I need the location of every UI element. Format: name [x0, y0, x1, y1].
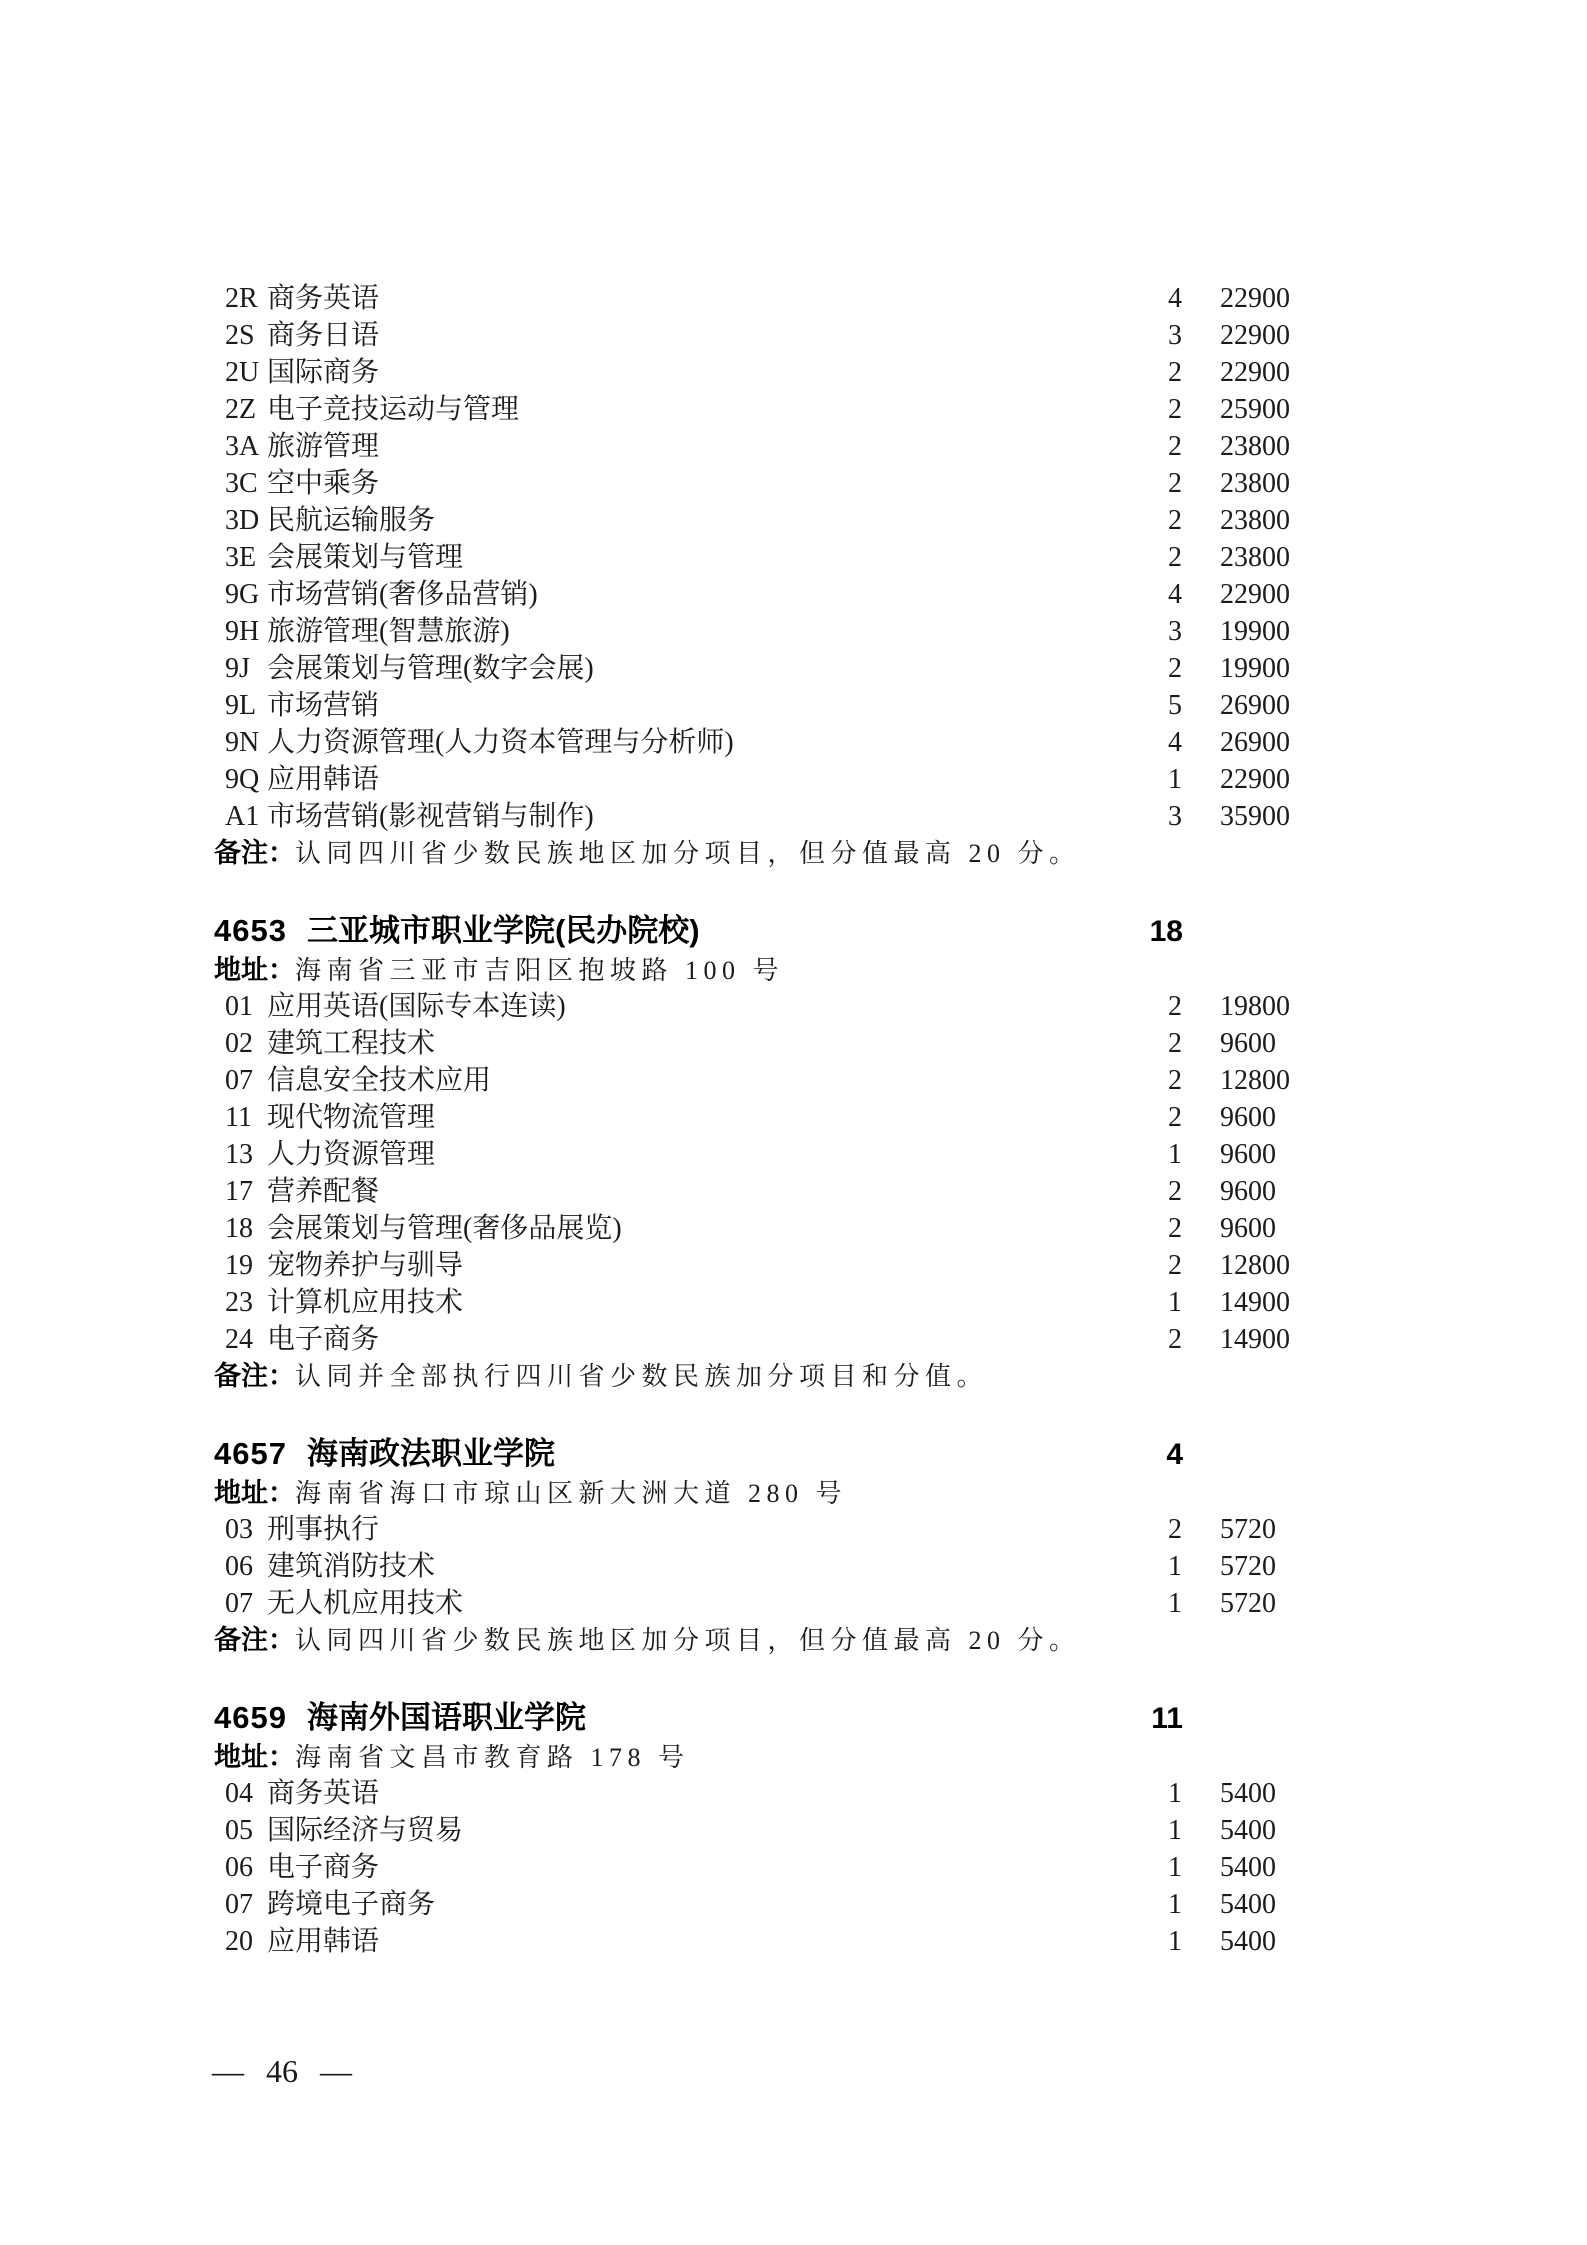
program-plan-count: 3	[1168, 801, 1182, 832]
program-name: 刑事执行	[267, 1514, 380, 1545]
program-row	[225, 798, 1378, 835]
college-name: 海南政法职业学院	[306, 1436, 555, 1471]
program-tuition-fee: 23800	[1220, 468, 1290, 499]
program-name: 应用韩语	[267, 764, 380, 795]
program-tuition-fee: 23800	[1220, 542, 1290, 573]
program-name: 营养配餐	[267, 1176, 380, 1207]
program-row	[225, 502, 1378, 539]
program-name: 市场营销(奢侈品营销)	[267, 579, 538, 610]
note-text: 认同四川省少数民族地区加分项目，但分值最高 20 分。	[295, 1626, 1081, 1655]
program-code: 06	[225, 1551, 253, 1582]
program-tuition-fee: 12800	[1220, 1065, 1290, 1096]
program-tuition-fee: 5400	[1220, 1778, 1276, 1809]
program-plan-count: 4	[1168, 283, 1182, 314]
program-tuition-fee: 19900	[1220, 616, 1290, 647]
program-name: 计算机应用技术	[267, 1287, 464, 1318]
note-row	[214, 1358, 1587, 1395]
program-row	[225, 1585, 1378, 1622]
program-name: 商务英语	[267, 283, 380, 314]
program-name: 建筑消防技术	[267, 1551, 436, 1582]
program-tuition-fee: 22900	[1220, 764, 1290, 795]
program-tuition-fee: 9600	[1220, 1213, 1276, 1244]
program-tuition-fee: 5720	[1220, 1551, 1276, 1582]
college-header	[214, 910, 1183, 952]
program-plan-count: 3	[1168, 616, 1182, 647]
note-text: 认同四川省少数民族地区加分项目，但分值最高 20 分。	[295, 839, 1081, 868]
address-text: 海南省海口市琼山区新大洲大道 280 号	[295, 1479, 848, 1508]
program-plan-count: 2	[1168, 1250, 1182, 1281]
program-name: 市场营销	[267, 690, 380, 721]
program-row	[225, 428, 1378, 465]
page-content	[0, 280, 1587, 1960]
program-plan-count: 2	[1168, 991, 1182, 1022]
program-row	[225, 1136, 1378, 1173]
program-row	[225, 1025, 1378, 1062]
program-row	[225, 1284, 1378, 1321]
program-code: 17	[225, 1176, 253, 1207]
program-plan-count: 2	[1168, 1324, 1182, 1355]
program-code: 2U	[225, 357, 260, 388]
program-tuition-fee: 23800	[1220, 431, 1290, 462]
program-name: 会展策划与管理(数字会展)	[267, 653, 594, 684]
program-code: 07	[225, 1065, 253, 1096]
address-label: 地址：	[214, 1742, 295, 1772]
program-tuition-fee: 22900	[1220, 579, 1290, 610]
program-plan-count: 2	[1168, 468, 1182, 499]
program-name: 无人机应用技术	[267, 1588, 464, 1619]
program-tuition-fee: 12800	[1220, 1250, 1290, 1281]
college-header	[214, 1433, 1183, 1475]
program-code: 9Q	[225, 764, 260, 795]
program-code: 3A	[225, 431, 260, 462]
program-name: 会展策划与管理	[267, 542, 464, 573]
program-tuition-fee: 5400	[1220, 1926, 1276, 1957]
program-name: 会展策划与管理(奢侈品展览)	[267, 1213, 622, 1244]
program-tuition-fee: 5720	[1220, 1514, 1276, 1545]
program-tuition-fee: 5720	[1220, 1588, 1276, 1619]
program-code: 9G	[225, 579, 260, 610]
program-plan-count: 2	[1168, 357, 1182, 388]
program-name: 人力资源管理	[267, 1139, 436, 1170]
program-code: 11	[225, 1102, 252, 1133]
program-code: 9N	[225, 727, 260, 758]
program-tuition-fee: 19900	[1220, 653, 1290, 684]
program-name: 人力资源管理(人力资本管理与分析师)	[267, 727, 734, 758]
program-row	[225, 988, 1378, 1025]
program-tuition-fee: 26900	[1220, 690, 1290, 721]
program-code: 04	[225, 1778, 253, 1809]
program-row	[225, 280, 1378, 317]
program-code: 01	[225, 991, 253, 1022]
program-code: 05	[225, 1815, 253, 1846]
program-tuition-fee: 9600	[1220, 1028, 1276, 1059]
program-code: A1	[225, 801, 260, 832]
program-code: 9L	[225, 690, 257, 721]
program-row	[225, 576, 1378, 613]
program-code: 3D	[225, 505, 260, 536]
program-name: 空中乘务	[267, 468, 380, 499]
program-code: 9H	[225, 616, 260, 647]
program-row	[225, 613, 1378, 650]
college-code: 4659	[214, 1700, 287, 1735]
program-tuition-fee: 26900	[1220, 727, 1290, 758]
program-plan-count: 2	[1168, 505, 1182, 536]
program-name: 民航运输服务	[267, 505, 436, 536]
program-row	[225, 1511, 1378, 1548]
program-rows	[0, 1775, 1587, 1960]
address-row	[214, 1475, 1587, 1511]
program-plan-count: 1	[1168, 1926, 1182, 1957]
program-plan-count: 1	[1168, 1588, 1182, 1619]
address-label: 地址：	[214, 955, 295, 985]
program-code: 2S	[225, 320, 255, 351]
college-code: 4653	[214, 913, 287, 948]
program-name: 国际经济与贸易	[267, 1815, 464, 1846]
program-row	[225, 317, 1378, 354]
program-tuition-fee: 5400	[1220, 1815, 1276, 1846]
college-section-4659	[0, 1697, 1587, 1960]
college-code: 4657	[214, 1436, 287, 1471]
address-row	[214, 952, 1587, 988]
program-tuition-fee: 5400	[1220, 1889, 1276, 1920]
program-name: 商务英语	[267, 1778, 380, 1809]
footer-dash-right: —	[320, 2053, 352, 2089]
program-code: 06	[225, 1852, 253, 1883]
program-tuition-fee: 9600	[1220, 1102, 1276, 1133]
program-plan-count: 2	[1168, 653, 1182, 684]
program-name: 国际商务	[267, 357, 380, 388]
college-total-plan: 4	[1166, 1438, 1183, 1471]
note-row	[214, 1622, 1587, 1659]
program-code: 20	[225, 1926, 253, 1957]
program-tuition-fee: 14900	[1220, 1324, 1290, 1355]
program-name: 信息安全技术应用	[267, 1065, 492, 1096]
program-row	[225, 1321, 1378, 1358]
program-rows	[0, 1511, 1587, 1622]
program-code: 2Z	[225, 394, 257, 425]
program-plan-count: 1	[1168, 1287, 1182, 1318]
program-plan-count: 1	[1168, 1139, 1182, 1170]
program-code: 13	[225, 1139, 253, 1170]
program-name: 电子商务	[267, 1324, 380, 1355]
address-text: 海南省三亚市吉阳区抱坡路 100 号	[295, 956, 785, 985]
program-code: 02	[225, 1028, 253, 1059]
program-row	[225, 1173, 1378, 1210]
program-plan-count: 2	[1168, 1176, 1182, 1207]
address-text: 海南省文昌市教育路 178 号	[295, 1743, 690, 1772]
program-plan-count: 3	[1168, 320, 1182, 351]
program-tuition-fee: 25900	[1220, 394, 1290, 425]
program-row	[225, 1886, 1378, 1923]
program-row	[225, 1849, 1378, 1886]
program-plan-count: 2	[1168, 542, 1182, 573]
program-name: 现代物流管理	[267, 1102, 436, 1133]
program-tuition-fee: 5400	[1220, 1852, 1276, 1883]
program-plan-count: 2	[1168, 1102, 1182, 1133]
program-tuition-fee: 9600	[1220, 1139, 1276, 1170]
college-total-plan: 18	[1149, 915, 1183, 948]
address-label: 地址：	[214, 1478, 295, 1508]
program-row	[225, 1775, 1378, 1812]
program-plan-count: 2	[1168, 431, 1182, 462]
program-row	[225, 539, 1378, 576]
program-code: 9J	[225, 653, 250, 684]
program-tuition-fee: 14900	[1220, 1287, 1290, 1318]
note-label: 备注：	[214, 838, 295, 868]
program-code: 19	[225, 1250, 253, 1281]
program-plan-count: 4	[1168, 579, 1182, 610]
program-row	[225, 1923, 1378, 1960]
program-name: 电子竞技运动与管理	[267, 394, 520, 425]
college-header	[214, 1697, 1183, 1739]
program-name: 市场营销(影视营销与制作)	[267, 801, 594, 832]
program-row	[225, 1062, 1378, 1099]
program-code: 18	[225, 1213, 253, 1244]
program-tuition-fee: 22900	[1220, 357, 1290, 388]
program-tuition-fee: 35900	[1220, 801, 1290, 832]
college-section-continued	[0, 280, 1587, 872]
program-plan-count: 1	[1168, 1852, 1182, 1883]
note-label: 备注：	[214, 1625, 295, 1655]
program-row	[225, 1247, 1378, 1284]
program-plan-count: 2	[1168, 1213, 1182, 1244]
program-row	[225, 1548, 1378, 1585]
program-name: 商务日语	[267, 320, 380, 351]
footer-dash-left: —	[212, 2053, 244, 2089]
program-rows	[0, 280, 1587, 835]
note-row	[214, 835, 1587, 872]
college-name: 三亚城市职业学院(民办院校)	[306, 913, 700, 948]
note-label: 备注：	[214, 1361, 295, 1391]
program-name: 旅游管理	[267, 431, 380, 462]
program-tuition-fee: 9600	[1220, 1176, 1276, 1207]
program-code: 07	[225, 1889, 253, 1920]
program-row	[225, 687, 1378, 724]
program-code: 03	[225, 1514, 253, 1545]
program-name: 跨境电子商务	[267, 1889, 436, 1920]
program-name: 应用英语(国际专本连读)	[267, 991, 566, 1022]
page-number	[212, 2053, 352, 2089]
program-row	[225, 724, 1378, 761]
program-plan-count: 4	[1168, 727, 1182, 758]
program-row	[225, 1812, 1378, 1849]
program-plan-count: 1	[1168, 1778, 1182, 1809]
program-tuition-fee: 23800	[1220, 505, 1290, 536]
college-section-4657	[0, 1433, 1587, 1659]
program-code: 23	[225, 1287, 253, 1318]
program-row	[225, 465, 1378, 502]
address-row	[214, 1739, 1587, 1775]
program-tuition-fee: 22900	[1220, 320, 1290, 351]
program-plan-count: 5	[1168, 690, 1182, 721]
program-plan-count: 2	[1168, 394, 1182, 425]
program-row	[225, 1210, 1378, 1247]
program-name: 建筑工程技术	[267, 1028, 436, 1059]
program-code: 2R	[225, 283, 258, 314]
program-name: 旅游管理(智慧旅游)	[267, 616, 510, 647]
note-text: 认同并全部执行四川省少数民族加分项目和分值。	[295, 1362, 989, 1391]
program-code: 3E	[225, 542, 257, 573]
program-row	[225, 391, 1378, 428]
program-row	[225, 761, 1378, 798]
college-total-plan: 11	[1151, 1702, 1183, 1735]
program-plan-count: 2	[1168, 1065, 1182, 1096]
program-tuition-fee: 19800	[1220, 991, 1290, 1022]
program-name: 应用韩语	[267, 1926, 380, 1957]
program-code: 07	[225, 1588, 253, 1619]
footer-number: 46	[266, 2053, 298, 2089]
program-name: 宠物养护与驯导	[267, 1250, 464, 1281]
program-plan-count: 1	[1168, 1889, 1182, 1920]
program-code: 24	[225, 1324, 253, 1355]
program-plan-count: 2	[1168, 1028, 1182, 1059]
program-code: 3C	[225, 468, 258, 499]
program-rows	[0, 988, 1587, 1358]
college-section-4653	[0, 910, 1587, 1395]
program-tuition-fee: 22900	[1220, 283, 1290, 314]
program-row	[225, 354, 1378, 391]
program-row	[225, 1099, 1378, 1136]
program-row	[225, 650, 1378, 687]
program-plan-count: 2	[1168, 1514, 1182, 1545]
program-plan-count: 1	[1168, 764, 1182, 795]
program-plan-count: 1	[1168, 1551, 1182, 1582]
college-name: 海南外国语职业学院	[306, 1700, 586, 1735]
program-name: 电子商务	[267, 1852, 380, 1883]
program-plan-count: 1	[1168, 1815, 1182, 1846]
